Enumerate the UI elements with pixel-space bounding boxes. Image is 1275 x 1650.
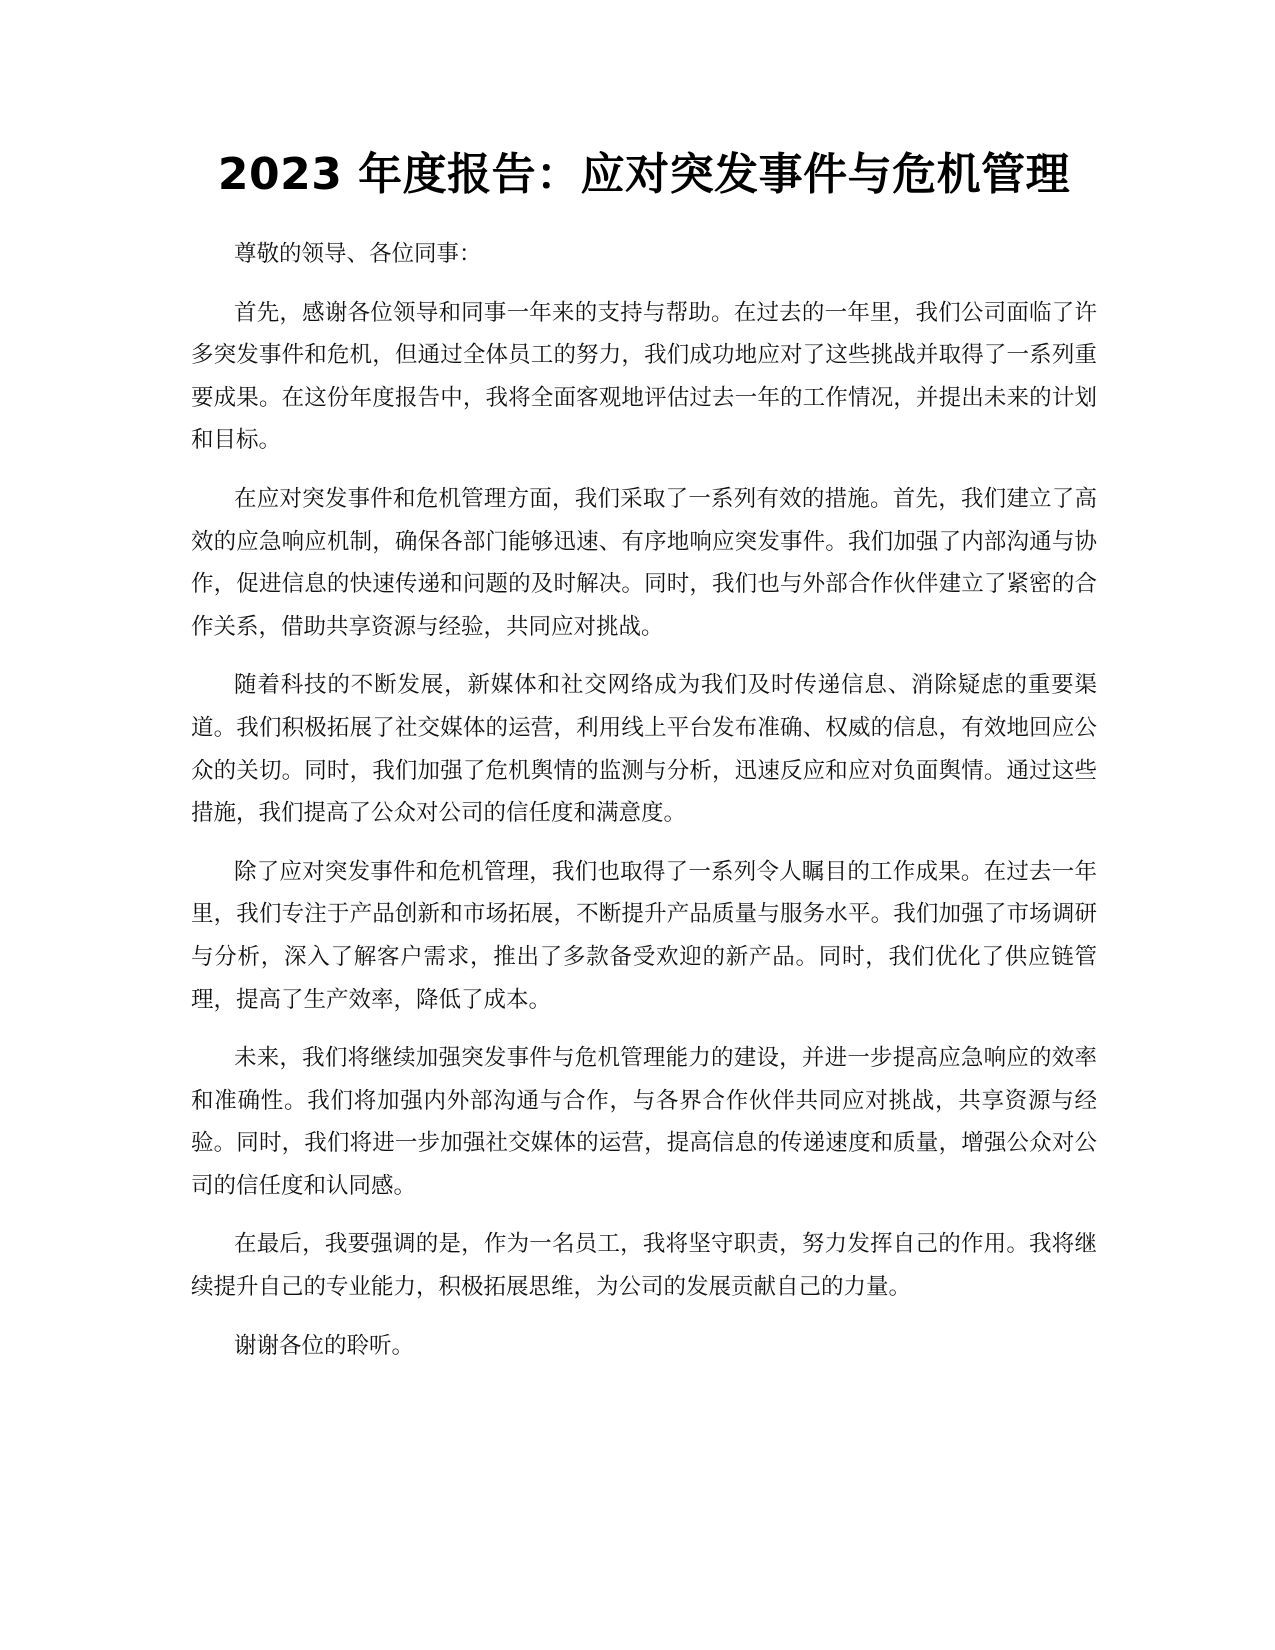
document-body bbox=[191, 233, 1097, 1367]
future-plans-paragraph: 未来，我们将继续加强突发事件与危机管理能力的建设，并进一步提高应急响应的效率和准确性。我们将加强内外部沟通与合作，与各界合作伙伴共同应对挑战，共享资源与经验。同时，我们将进一步加强社交媒体的运营，提高信息的传递速度和质量，增强公众对公司的信任度和认同感。 bbox=[191, 1045, 1097, 1199]
achievements-paragraph: 除了应对突发事件和危机管理，我们也取得了一系列令人瞩目的工作成果。在过去一年里，我们专注于产品创新和市场拓展，不断提升产品质量与服务水平。我们加强了市场调研与分析，深入了解客户需求，推出了多款备受欢迎的新产品。同时，我们优化了供应链管理，提高了生产效率，降低了成本。 bbox=[191, 858, 1097, 1013]
closing-paragraph: 谢谢各位的聆听。 bbox=[234, 1332, 415, 1359]
crisis-measures-paragraph: 在应对突发事件和危机管理方面，我们采取了一系列有效的措施。首先，我们建立了高效的应急响应机制，确保各部门能够迅速、有序地响应突发事件。我们加强了内部沟通与协作，促进信息的快速传递和问题的及时解决。同时，我们也与外部合作伙伴建立了紧密的合作关系，借助共享资源与经验，共同应对挑战。 bbox=[191, 485, 1097, 640]
intro-paragraph: 首先，感谢各位领导和同事一年来的支持与帮助。在过去的一年里，我们公司面临了许多突发事件和危机，但通过全体员工的努力，我们成功地应对了这些挑战并取得了一系列重要成果。在这份年度报告中，我将全面客观地评估过去一年的工作情况，并提出未来的计划和目标。 bbox=[191, 299, 1097, 454]
document-title: 2023 年度报告：应对突发事件与危机管理 bbox=[217, 149, 1071, 200]
social-media-paragraph: 随着科技的不断发展，新媒体和社交网络成为我们及时传递信息、消除疑虑的重要渠道。我们积极拓展了社交媒体的运营，利用线上平台发布准确、权威的信息，有效地回应公众的关切。同时，我们加强了危机舆情的监测与分析，迅速反应和应对负面舆情。通过这些措施，我们提高了公众对公司的信任度和满意度。 bbox=[191, 672, 1097, 827]
salutation-paragraph: 尊敬的领导、各位同事： bbox=[234, 241, 482, 267]
personal-commitment-paragraph: 在最后，我要强调的是，作为一名员工，我将坚守职责，努力发挥自己的作用。我将继续提升自己的专业能力，积极拓展思维，为公司的发展贡献自己的力量。 bbox=[191, 1231, 1097, 1301]
